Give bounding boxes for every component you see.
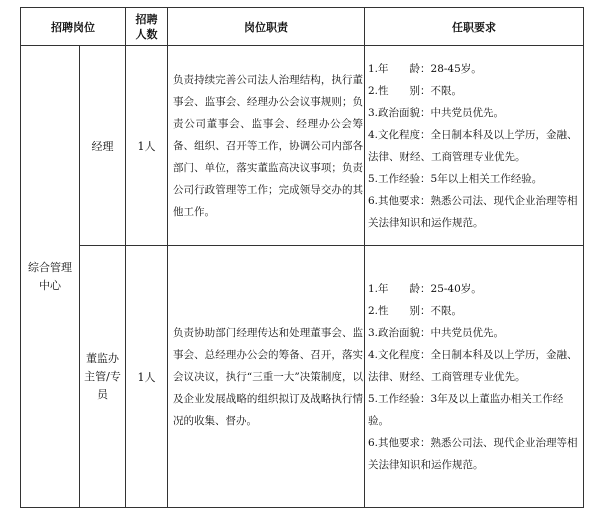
requirement-line: 4.文化程度：全日制本科及以上学历，金融、法律、财经、工商管理专业优先。 [368, 348, 578, 383]
header-count: 招聘 人数 [126, 8, 168, 46]
requirement-line: 2.性 别：不限。 [368, 304, 463, 317]
header-position: 招聘岗位 [21, 8, 126, 46]
requirement-line: 3.政治面貌：中共党员优先。 [368, 326, 505, 339]
header-duties: 岗位职责 [168, 8, 365, 46]
requirement-line: 1.年 龄：25-40岁。 [368, 282, 482, 295]
requirement-line: 5.工作经验：5年以上相关工作经验。 [368, 172, 543, 185]
position-title: 经理 [80, 46, 126, 246]
department-cell: 综合管理 中心 [21, 46, 80, 508]
header-row [21, 8, 584, 46]
position-requirements [365, 246, 584, 508]
position-duties: 负责持续完善公司法人治理结构，执行董事会、监事会、经理办公会议事规则；负责公司董事会、监事会、经理办公会筹备、组织、召开等工作，协调公司内部各部门、单位，落实董监高决议事项；负责公司行政管理等工作；完成领导交办的其他工作。 [168, 46, 365, 246]
table-row [21, 46, 584, 246]
position-count: 1人 [126, 46, 168, 246]
recruitment-table [20, 7, 584, 508]
position-requirements [365, 46, 584, 246]
table-row [21, 246, 584, 508]
requirement-line: 4.文化程度：全日制本科及以上学历，金融、法律、财经、工商管理专业优先。 [368, 128, 578, 163]
position-duties: 负责协助部门经理传达和处理董事会、监事会、总经理办公会的筹备、召开，落实会议决议，执行“三重一大”决策制度，以及企业发展战略的组织拟订及战略执行情况的收集、督办。 [168, 246, 365, 508]
position-title: 董监办 主管/专 员 [80, 246, 126, 508]
requirement-line: 6.其他要求：熟悉公司法、现代企业治理等相关法律知识和运作规范。 [368, 436, 578, 471]
requirement-line: 5.工作经验：3年及以上董监办相关工作经验。 [368, 392, 564, 427]
position-count: 1人 [126, 246, 168, 508]
requirement-line: 3.政治面貌：中共党员优先。 [368, 106, 505, 119]
requirement-line: 6.其他要求：熟悉公司法、现代企业治理等相关法律知识和运作规范。 [368, 194, 578, 229]
header-requirements: 任职要求 [365, 8, 584, 46]
requirement-line: 1.年 龄：28-45岁。 [368, 62, 482, 75]
requirement-line: 2.性 别：不限。 [368, 84, 463, 97]
